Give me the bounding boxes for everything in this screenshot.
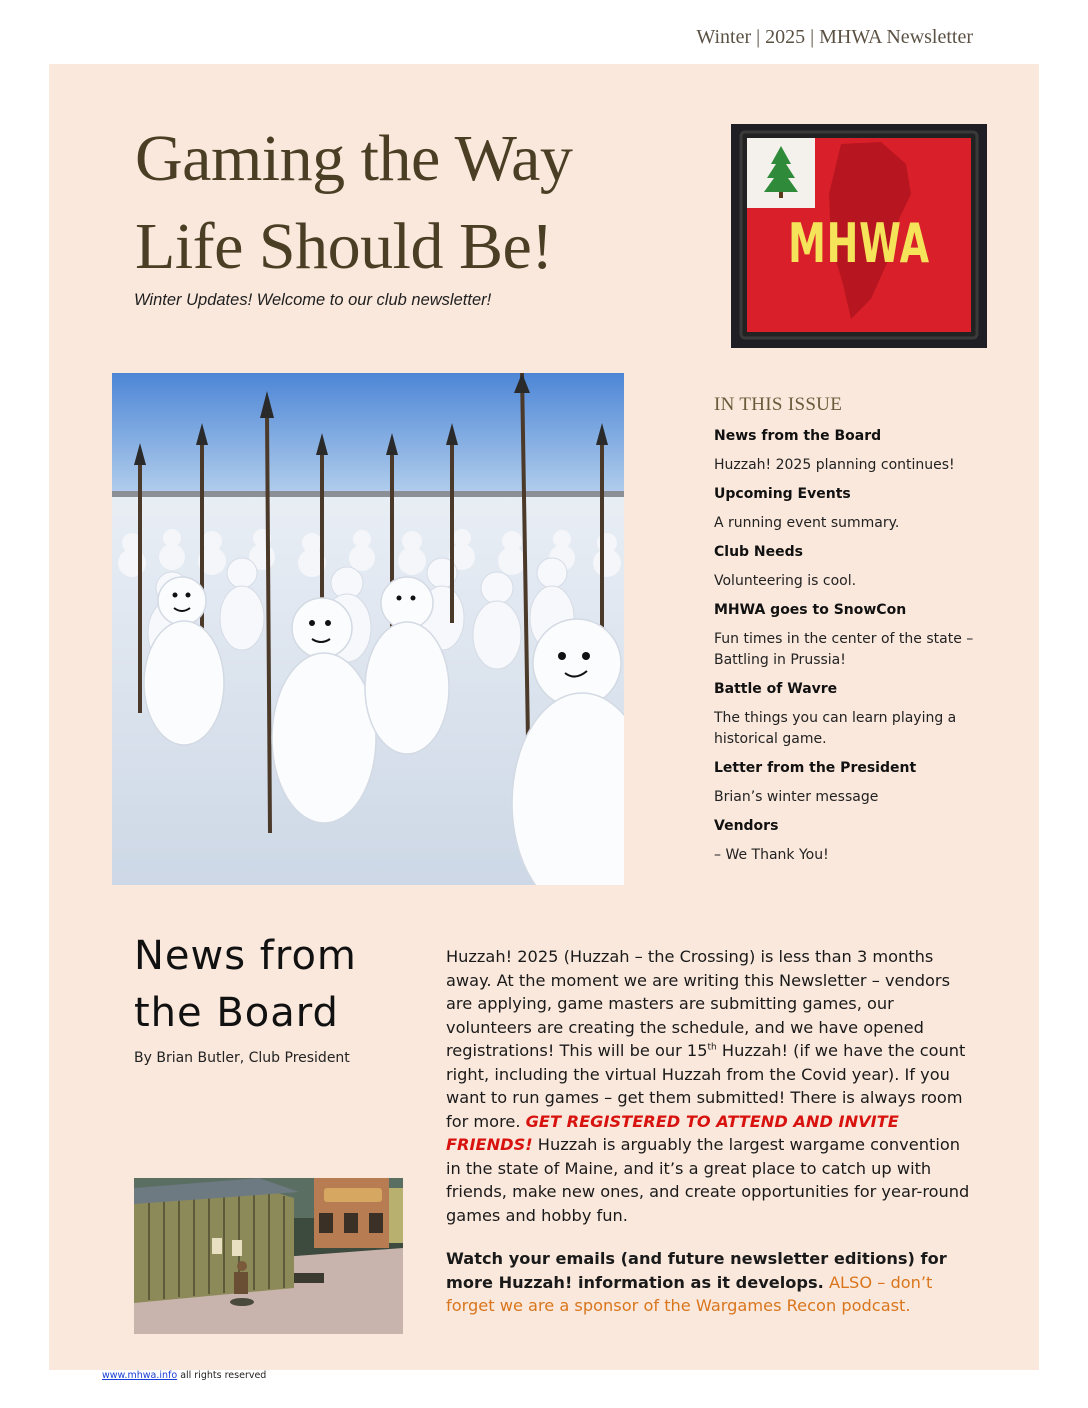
in-this-issue [714,394,984,875]
title-line-2: Life Should Be! [135,210,553,283]
toc-item-desc: Fun times in the center of the state – Battling in Prussia! [714,631,974,668]
toc-item-desc: Brian’s winter message [714,789,879,805]
newsletter-title [135,115,735,291]
western-miniatures-photo [134,1178,403,1334]
news-p1-b: Huzzah! (if we have the count right, including the virtual Huzzah from the Covid year). If you want to run games – get them submitted! There is always room for more. [446,1041,966,1131]
toc-item-desc: Huzzah! 2025 planning continues! [714,457,955,473]
footer [102,1370,266,1381]
news-p1-superscript: th [707,1042,717,1053]
toc-item-title[interactable]: MHWA goes to SnowCon [714,602,907,618]
snowmen-army-photo [112,373,624,885]
toc-item-desc: Volunteering is cool. [714,573,857,589]
toc-item-title[interactable]: Battle of Wavre [714,681,838,697]
toc-heading: IN THIS ISSUE [714,394,843,415]
toc-item-title[interactable]: Vendors [714,818,779,834]
toc-item-title[interactable]: Letter from the President [714,760,917,776]
news-paragraph-2 [446,1247,976,1318]
news-p1-c: Huzzah is arguably the largest wargame convention in the state of Maine, and it’s a great place to catch up with friends, make new ones, and create opportunities for year-round games and hobby fun. [446,1135,970,1225]
news-title-line-1: News from [134,933,357,979]
podcast-sponsor-note: ALSO – don’t forget we are a sponsor of the Wargames Recon podcast. [446,1272,933,1315]
toc-item-desc: A running event summary. [714,515,900,531]
website-link[interactable]: www.mhwa.info [102,1370,178,1381]
news-p2-bold: Watch your emails (and future newsletter editions) for more Huzzah! information as it develops. [446,1249,947,1292]
patch-logo-text: MHWA [788,212,930,275]
news-byline: By Brian Butler, Club President [134,1050,350,1066]
news-paragraph-1 [446,945,976,1227]
running-head: Winter | 2025 | MHWA Newsletter [696,26,973,48]
news-body [446,945,976,1318]
mhwa-patch-logo [731,124,987,348]
toc-item-desc: The things you can learn playing a historical game. [714,710,957,747]
toc-item-title[interactable]: Club Needs [714,544,803,560]
register-callout: GET REGISTERED TO ATTEND AND INVITE FRIENDS! [446,1111,899,1154]
toc-item-title[interactable]: Upcoming Events [714,486,851,502]
footer-rights: all rights reserved [177,1370,267,1381]
news-section-title [134,928,414,1042]
toc-item-title[interactable]: News from the Board [714,428,882,444]
toc-item-desc: – We Thank You! [714,847,829,863]
newsletter-subtitle: Winter Updates! Welcome to our club newsletter! [134,291,492,309]
title-line-1: Gaming the Way [135,122,573,195]
news-p1-a: Huzzah! 2025 (Huzzah – the Crossing) is less than 3 months away. At the moment we are writing this Newsletter – vendors are applying, game masters are submitting games, our volunteers are creating the schedule, and we have opened registrations! This will be our 15 [446,947,951,1060]
news-title-line-2: the Board [134,990,339,1036]
